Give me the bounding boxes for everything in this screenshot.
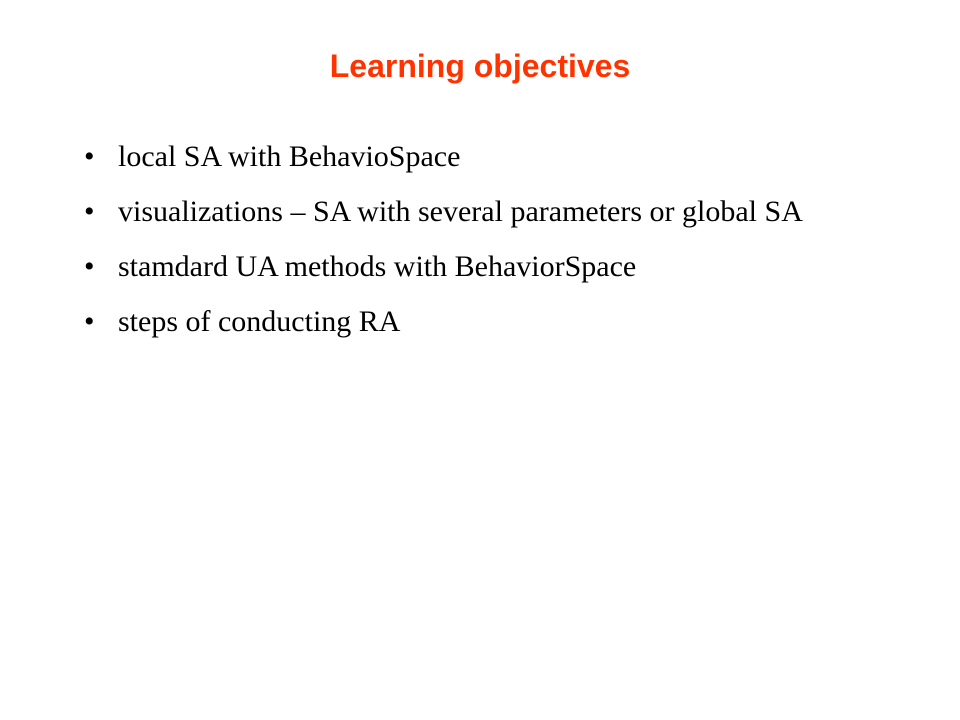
bullet-item xyxy=(84,193,824,231)
bullet-item xyxy=(84,138,824,176)
bullet-list xyxy=(84,138,824,358)
bullet-text: visualizations – SA with several parameters or global SA xyxy=(118,195,803,228)
bullet-item xyxy=(84,303,824,341)
bullet-marker: • xyxy=(84,195,95,228)
bullet-text: stamdard UA methods with BehaviorSpace xyxy=(118,250,637,283)
bullet-text: steps of conducting RA xyxy=(118,305,401,338)
bullet-marker: • xyxy=(84,305,95,338)
bullet-marker: • xyxy=(84,140,95,173)
bullet-marker: • xyxy=(84,250,95,283)
bullet-item xyxy=(84,248,824,286)
slide-title: Learning objectives xyxy=(329,48,631,84)
bullet-text: local SA with BehavioSpace xyxy=(118,140,461,173)
